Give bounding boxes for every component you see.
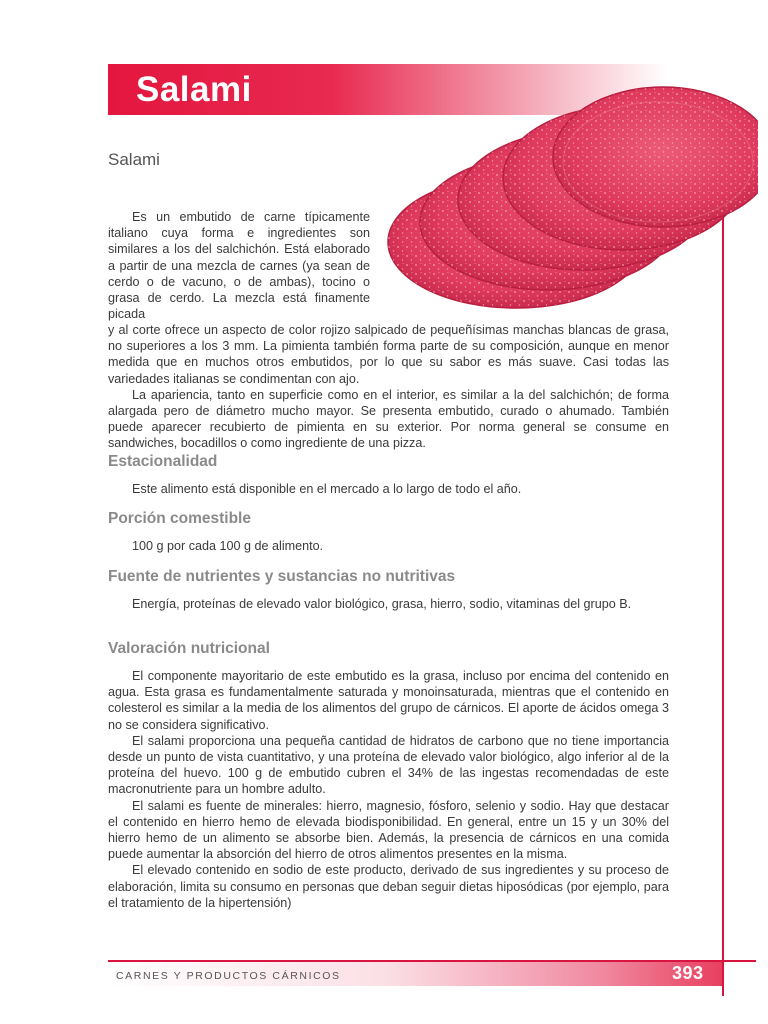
body-fuente (108, 596, 669, 612)
page-title: Salami (136, 70, 252, 109)
valoracion-paragraph-3: El salami es fuente de minerales: hierro, magnesio, fósforo, selenio y sodio. Hay que destacar el contenido en hierro hemo de elevada biodisponibilidad. En general, entre un 15 y un 30% del hierro hemo de un alimento se absorbe bien. Además, la presencia de cárnicos en una comida puede aumentar la absorción del hierro de otros alimentos presentes en la misma. (108, 798, 669, 862)
salami-slices-image (378, 82, 758, 314)
footer-rule (108, 960, 756, 962)
intro-paragraph-continued: y al corte ofrece un aspecto de color rojizo salpicado de pequeñísimas manchas blancas de grasa, no superiores a los 3 mm. La pimienta también forma parte de su composición, aunque en menor medida que en muchos otros embutidos, por lo que su sabor es más suave. Casi todas las variedades italianas se condimentan con ajo. (108, 323, 669, 386)
intro-paragraph-start: Es un embutido de carne típicamente italiano cuya forma e ingredientes son similares a los del salchichón. Está elaborado a partir de una mezcla de carnes (ya sean de cerdo o de vacuno, o de ambas), tocino o grasa de cerdo. La mezcla está finamente picada (108, 210, 370, 322)
page-subtitle: Salami (108, 150, 160, 169)
heading-fuente: Fuente de nutrientes y sustancias no nutritivas (108, 568, 456, 585)
estacionalidad-text: Este alimento está disponible en el mercado a lo largo de todo el año. (132, 482, 522, 496)
page-number: 393 (672, 963, 704, 983)
intro-paragraph-2: La apariencia, tanto en superficie como en el interior, es similar a la del salchichón; de forma alargada pero de diámetro mucho mayor. Se presenta embutido, curado o ahumado. También puede aparecer recubierto de pimienta en su exterior. Por norma general se consume en sandwiches, bocadillos o como ingrediente de una pizza. (108, 387, 669, 451)
heading-porcion: Porción comestible (108, 510, 251, 527)
fuente-text: Energía, proteínas de elevado valor biológico, grasa, hierro, sodio, vitaminas del grupo B. (132, 597, 632, 611)
porcion-text: 100 g por cada 100 g de alimento. (132, 539, 324, 553)
heading-estacionalidad: Estacionalidad (108, 453, 218, 470)
valoracion-paragraph-1: El componente mayoritario de este embutido es la grasa, incluso por encima del contenido en agua. Esta grasa es fundamentalmente saturada y monoinsaturada, mientras que el contenido en colesterol es similar a la media de los alimentos del grupo de cárnicos. El aporte de ácidos omega 3 no se considera significativo. (108, 669, 669, 732)
valoracion-paragraph-4: El elevado contenido en sodio de este producto, derivado de sus ingredientes y su proceso de elaboración, limita su consumo en personas que deban seguir dietas hiposódicas (por ejemplo, para el tratamiento de la hipertensión) (108, 863, 669, 910)
body-porcion (108, 538, 669, 554)
valoracion-paragraph-2: El salami proporciona una pequeña cantidad de hidratos de carbono que no tiene importancia desde un punto de vista cuantitativo, y una proteína de elevado valor biológico, algo inferior al de la proteína del huevo. 100 g de embutido cubren el 34% de las ingestas recomendadas de este macronutriente para un hombre adulto. (108, 733, 669, 797)
body-estacionalidad (108, 481, 669, 497)
intro-full-text (108, 322, 669, 452)
body-valoracion (108, 668, 669, 911)
footer-section-label: CARNES Y PRODUCTOS CÁRNICOS (116, 970, 341, 982)
intro-wrapped-text (108, 209, 370, 322)
heading-valoracion: Valoración nutricional (108, 640, 270, 657)
